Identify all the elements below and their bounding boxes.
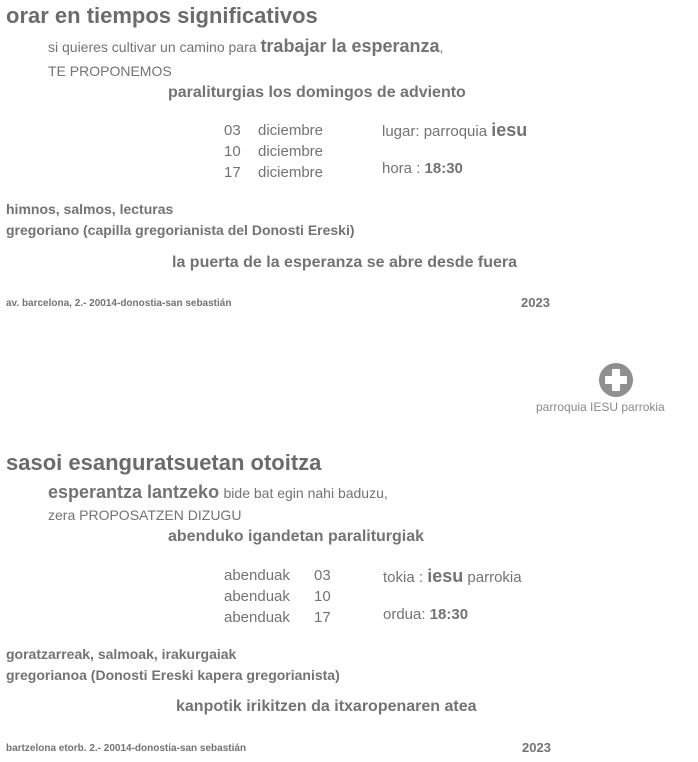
place-name: iesu [427,566,464,586]
page-title-eu: sasoi esanguratsuetan otoitza [6,450,322,475]
propose-text-eu: zera PROPOSATZEN DIZUGU [48,507,242,523]
date-month: diciembre [258,143,324,160]
date-day: 17 [314,609,331,626]
year-es: 2023 [521,295,550,310]
date-month: diciembre [258,122,324,139]
content-line-2-es: gregoriano (capilla gregorianista del Donosti Ereski) [6,222,355,238]
content-line-1-eu: goratzarreak, salmoak, irakurgaiak [6,646,237,662]
cross-in-circle-icon [599,363,633,397]
time-info-eu [383,606,468,623]
motto-es: la puerta de la esperanza se abre desde fuera [172,254,518,271]
dates-list-es [224,122,323,185]
address-es: av. barcelona, 2.- 20014-donostia-san sebastián [6,298,232,309]
intro-highlight: trabajar la esperanza [260,36,440,56]
intro-comma: , [439,39,444,55]
intro-highlight: esperantza lantzeko [48,482,220,502]
dates-list-eu [224,567,331,630]
place-info-eu [383,566,522,587]
time-info-es [382,160,463,177]
time-label: ordua: [383,606,426,623]
date-day: 03 [224,122,241,139]
place-name: iesu [491,120,528,140]
date-day: 03 [314,567,331,584]
motto-eu: kanpotik irikitzen da itxaropenaren atea [176,698,477,715]
date-month: abenduak [224,588,290,605]
logo-text: parroquia IESU parrokia [536,400,665,414]
date-item [224,567,331,588]
time-label: hora : [382,160,421,177]
date-month: abenduak [224,567,290,584]
place-info-es [382,120,527,141]
intro-text: si quieres cultivar un camino para [48,39,257,55]
date-item [224,143,323,164]
date-month: diciembre [258,164,324,181]
time-value: 18:30 [424,160,463,177]
date-day: 10 [314,588,331,605]
date-day: 10 [224,143,241,160]
propose-text-es: TE PROPONEMOS [48,63,172,79]
time-value: 18:30 [429,606,469,623]
date-item [224,122,323,143]
address-eu: bartzelona etorb. 2.- 20014-donostia-san sebastián [6,743,247,754]
place-suffix: parrokia [467,569,522,586]
section-heading-eu: abenduko igandetan paraliturgiak [168,528,425,545]
page-title-es: orar en tiempos significativos [6,3,318,28]
section-heading-es: paraliturgias los domingos de adviento [168,84,466,101]
date-item [224,588,331,609]
place-label: tokia : [383,569,424,586]
content-line-1-es: himnos, salmos, lecturas [6,201,174,217]
intro-line-eu [48,482,388,503]
place-label: lugar: parroquia [382,123,488,140]
date-day: 17 [224,164,241,181]
date-item [224,609,331,630]
date-month: abenduak [224,609,290,626]
year-eu: 2023 [522,740,551,755]
intro-line-es [48,36,443,57]
content-line-2-eu: gregorianoa (Donosti Ereski kapera gregorianista) [6,667,340,683]
intro-text: bide bat egin nahi baduzu, [223,485,388,501]
date-item [224,164,323,185]
